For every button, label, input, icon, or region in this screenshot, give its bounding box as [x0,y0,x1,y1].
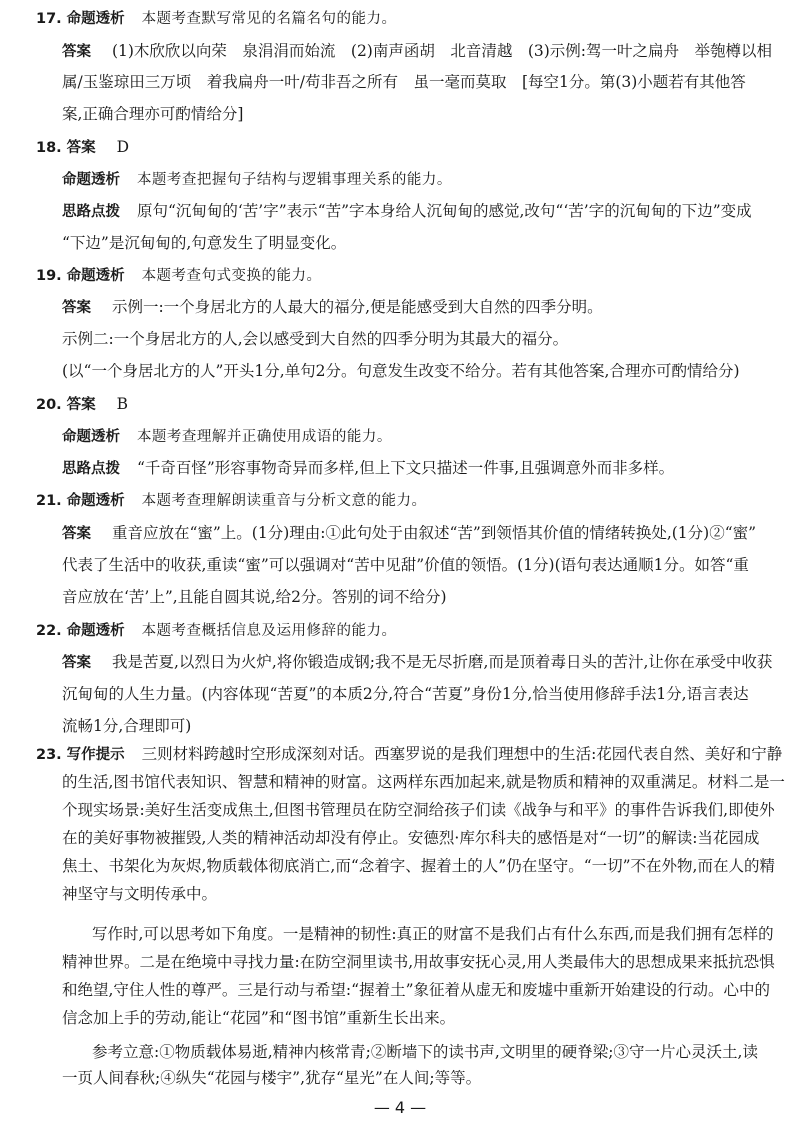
section-label: 命题透析 [66,11,125,27]
q22-header [36,620,397,641]
q17-answer-line-3: 案,正确合理亦可酌情给分] [62,105,244,123]
intent-text: 本题考查句式变换的能力。 [141,268,322,284]
q18-idea-line-1 [62,201,752,222]
q18-idea-line-2: “下边”是沉甸甸的,句意发生了明显变化。 [62,234,347,252]
section-label: 命题透析 [66,493,125,509]
answer-choice: D [116,138,129,156]
q20-intent [62,426,392,447]
answer-label: 答案 [62,655,91,671]
answer-label: 答案 [66,397,96,413]
page-number: — 4 — [373,1098,427,1117]
question-number: 17. [36,11,62,27]
intent-text: 本题考查把握句子结构与逻辑事理关系的能力。 [136,172,452,188]
q23-p2-line-4: 信念加上手的劳动,能让“花园”和“图书馆”重新生长出来。 [62,1009,456,1027]
answer-text: 我是苦夏,以烈日为火炉,将你锻造成钢;我不是无尽折磨,而是顶着毒日头的苦汁,让你在承受中收获 [111,653,773,671]
section-label: 命题透析 [66,623,125,639]
q18-intent [62,169,452,190]
q23-reference-line-1-text: 参考立意:①物质载体易逝,精神内核常青;②断墙下的读书声,文明里的硬脊梁;③守一片心灵沃土,读 [92,1043,758,1061]
section-label: 思路点拨 [62,461,120,477]
q21-header [36,490,427,511]
q23-header [36,744,782,765]
q17-header [36,8,397,29]
question-number: 22. [36,623,62,639]
q20-idea [62,458,674,479]
section-label: 命题透析 [66,268,125,284]
q23-p2-line-1: 写作时,可以思考如下角度。一是精神的韧性:真正的财富不是我们占有什么东西,而是我们拥有怎样的 [92,925,774,943]
q17-answer-line-2: 属/玉鉴琼田三万顷 着我扁舟一叶/苟非吾之所有 虽一毫而莫取 [每空1分。第(3)小题若有其他答 [62,73,746,91]
q23-p1-line-4: 在的美好事物被摧毁,人类的精神活动却没有停止。安德烈·库尔科夫的感悟是对“一切”的解读:当花园成 [62,829,760,847]
intent-text: 本题考查理解并正确使用成语的能力。 [136,429,392,445]
answer-label: 答案 [62,526,91,542]
q19-score-note: (以“一个身居北方的人”开头1分,单句2分。句意发生改变不给分。若有其他答案,合理亦可酌情给分) [62,362,740,380]
idea-text: 原句“沉甸甸的‘苦’字”表示“苦”字本身给人沉甸甸的感觉,改句“‘苦’字的沉甸甸的下边”变成 [136,202,752,220]
question-number: 18. [36,140,62,156]
section-label: 写作提示 [66,747,125,763]
answer-text: 重音应放在“蜜”上。(1分)理由:①此句处于由叙述“苦”到领悟其价值的情绪转换处,(1分)②“蜜” [111,524,757,542]
question-number: 19. [36,268,62,284]
intent-text: 本题考查理解朗读重音与分析文意的能力。 [141,493,427,509]
q21-answer-line-1 [62,523,756,544]
intent-text: 本题考查概括信息及运用修辞的能力。 [141,623,397,639]
answer-label: 答案 [62,44,91,60]
q22-answer-line-2: 沉甸甸的人生力量。(内容体现“苦夏”的本质2分,符合“苦夏”身份1分,恰当使用修辞手法1分,语言表达 [62,685,749,703]
q22-answer-line-3: 流畅1分,合理即可) [62,717,192,735]
q23-p1-line-5: 焦土、书架化为灰烬,物质载体彻底消亡,而“念着字、握着土的人”仍在坚守。“一切”不在外物,而在人的精 [62,857,775,875]
q20-header [36,394,128,415]
q23-reference-line-2-text: 一页人间春秋;④纵失“花园与楼宇”,犹存“星光”在人间;等等。 [62,1069,482,1087]
answer-label: 答案 [62,300,91,316]
q19-example-2: 示例二:一个身居北方的人,会以感受到大自然的四季分明为其最大的福分。 [62,330,569,348]
q21-answer-line-3: 音应放在‘苦’上”,且能自圆其说,给2分。答别的词不给分) [62,588,447,606]
idea-text: “千奇百怪”形容事物奇异而多样,但上下文只描述一件事,且强调意外而非多样。 [136,459,675,477]
q19-example-1 [62,297,603,318]
q23-p2-line-2: 精神世界。二是在绝境中寻找力量:在防空洞里读书,用故事安抚心灵,用人类最伟大的思想成果来抵抗恐惧 [62,953,775,971]
question-number: 20. [36,397,62,413]
q23-p2-line-3: 和绝望,守住人性的尊严。三是行动与希望:“握着土”象征着从虚无和废墟中重新开始建设的行动。心中的 [62,981,771,999]
q23-p1-line-6: 神坚守与文明传承中。 [62,885,218,903]
answer-label: 答案 [66,140,96,156]
section-label: 命题透析 [62,172,120,188]
q21-answer-line-2: 代表了生活中的收获,重读“蜜”可以强调对“苦中见甜”价值的领悟。(1分)(语句表达通顺1分。如答“重 [62,556,749,574]
answer-text: (1)木欣欣以向荣 泉涓涓而始流 (2)南声函胡 北音清越 (3)示例:驾一叶之扁舟 举匏樽以相 [111,42,773,60]
q23-p1-line-3: 个现实场景:美好生活变成焦土,但图书管理员在防空洞给孩子们读《战争与和平》的事件告诉我们,即使外 [62,801,775,819]
section-label: 思路点拨 [62,204,120,220]
answer-choice: B [116,395,128,413]
q18-header [36,137,129,158]
q22-answer-line-1 [62,652,772,673]
q23-p1-line-2: 的生活,图书馆代表知识、智慧和精神的财富。这两样东西加起来,就是物质和精神的双重满足。材料二是一 [62,773,785,791]
prompt-text: 三则材料跨越时空形成深刻对话。西塞罗说的是我们理想中的生活:花园代表自然、美好和宁静 [141,745,783,763]
q17-answer-line-1 [62,41,772,62]
question-number: 21. [36,493,62,509]
intent-text: 本题考查默写常见的名篇名句的能力。 [141,11,397,27]
question-number: 23. [36,747,62,763]
section-label: 命题透析 [62,429,120,445]
q19-header [36,265,322,286]
example-text: 示例一:一个身居北方的人最大的福分,便是能感受到大自然的四季分明。 [111,298,603,316]
